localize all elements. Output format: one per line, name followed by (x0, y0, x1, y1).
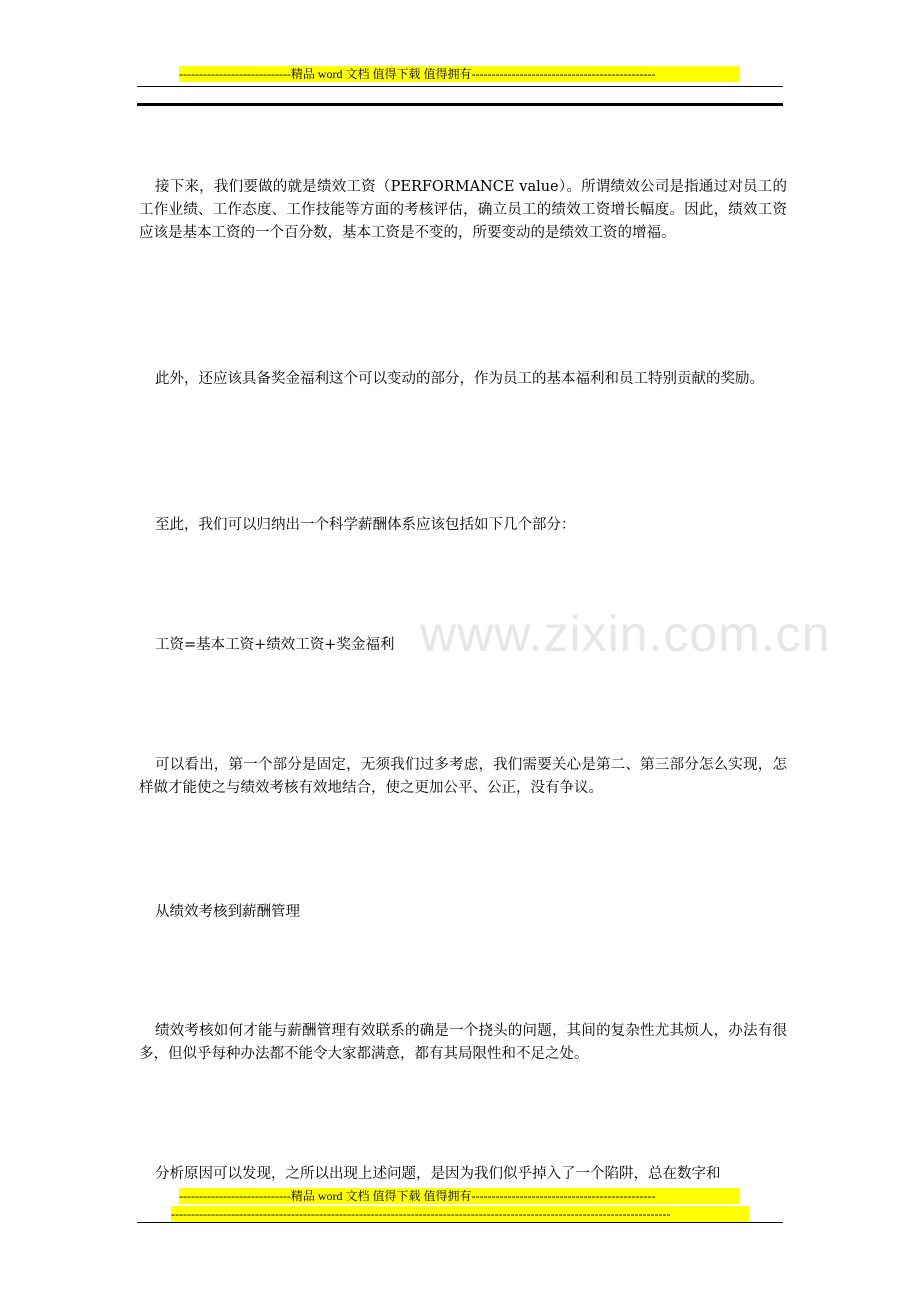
header-banner: ----------------------------精品 word 文档 值得下载 值得拥有---------------------------------------------- (179, 66, 740, 82)
header-rule-thick (137, 103, 783, 106)
paragraph-cause-analysis: 分析原因可以发现，之所以出现上述问题，是因为我们似乎掉入了一个陷阱，总在数字和 (155, 1166, 721, 1182)
footer-banner: ----------------------------精品 word 文档 值得下载 值得拥有---------------------------------------------- (179, 1188, 740, 1204)
footer-rule (137, 1222, 783, 1223)
section-heading: 从绩效考核到薪酬管理 (155, 904, 300, 920)
paragraph-formula: 工资=基本工资+绩效工资+奖金福利 (155, 637, 395, 653)
paragraph-linkage-problem: 绩效考核如何才能与薪酬管理有效联系的确是一个挠头的问题，其间的复杂性尤其烦人，办法有很多，但似乎每种办法都不能令大家都满意，都有其局限性和不足之处。 (139, 1023, 787, 1062)
footer-dash-line: ----------------------------------------------------------------------------------------------------------------------------- (171, 1206, 749, 1222)
watermark: www.zixin.com.cn (420, 606, 831, 662)
header-rule-thin (137, 86, 783, 87)
paragraph-summary-intro: 至此，我们可以归纳出一个科学薪酬体系应该包括如下几个部分： (155, 517, 576, 533)
paragraph-performance-pay: 接下来，我们要做的就是绩效工资（PERFORMANCE value）。所谓绩效公司是指通过对员工的工作业绩、工作态度、工作技能等方面的考核评估，确立员工的绩效工资增长幅度。因此，绩效工资应该是基本工资的一个百分数，基本工资是不变的，所要变动的是绩效工资的增福。 (139, 179, 787, 241)
paragraph-analysis: 可以看出，第一个部分是固定，无须我们过多考虑，我们需要关心是第二、第三部分怎么实现，怎样做才能使之与绩效考核有效地结合，使之更加公平、公正，没有争议。 (139, 757, 787, 796)
paragraph-bonus-benefits: 此外，还应该具备奖金福利这个可以变动的部分，作为员工的基本福利和员工特别贡献的奖励。 (155, 371, 764, 387)
